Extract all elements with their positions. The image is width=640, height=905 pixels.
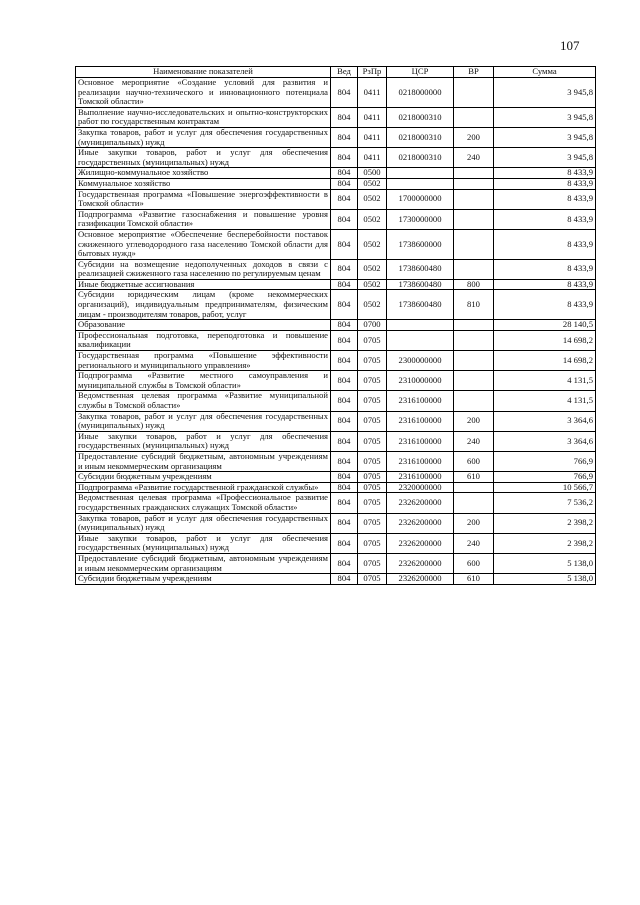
cell-vr: 200 <box>454 411 494 431</box>
table-row <box>76 351 596 371</box>
cell-vr <box>454 493 494 513</box>
cell-csr: 2316100000 <box>387 431 454 451</box>
cell-vr: 240 <box>454 533 494 553</box>
cell-sum: 8 433,9 <box>494 279 596 290</box>
cell-rzpr: 0411 <box>358 127 387 147</box>
header-csr: ЦСР <box>387 67 454 78</box>
cell-vr: 200 <box>454 513 494 533</box>
cell-csr: 1738600480 <box>387 290 454 320</box>
cell-sum: 766,9 <box>494 472 596 483</box>
cell-name: Иные закупки товаров, работ и услуг для обеспечения государственных (муниципальных) нужд <box>76 533 331 553</box>
cell-ved: 804 <box>331 290 358 320</box>
cell-csr: 1700000000 <box>387 189 454 209</box>
cell-sum: 14 698,2 <box>494 351 596 371</box>
table-row <box>76 178 596 189</box>
table-row <box>76 472 596 483</box>
cell-rzpr: 0705 <box>358 451 387 471</box>
cell-csr: 2316100000 <box>387 391 454 411</box>
cell-rzpr: 0705 <box>358 482 387 493</box>
table-row <box>76 451 596 471</box>
cell-name: Иные закупки товаров, работ и услуг для обеспечения государственных (муниципальных) нужд <box>76 148 331 168</box>
cell-name: Подпрограмма «Развитие государственной гражданской службы» <box>76 482 331 493</box>
cell-sum: 3 945,8 <box>494 127 596 147</box>
cell-rzpr: 0705 <box>358 391 387 411</box>
cell-rzpr: 0705 <box>358 574 387 585</box>
cell-sum: 2 398,2 <box>494 533 596 553</box>
cell-csr: 2316100000 <box>387 411 454 431</box>
cell-ved: 804 <box>331 472 358 483</box>
header-ved: Вед <box>331 67 358 78</box>
cell-rzpr: 0705 <box>358 493 387 513</box>
table-row <box>76 78 596 108</box>
header-vr: ВР <box>454 67 494 78</box>
cell-ved: 804 <box>331 189 358 209</box>
table-row <box>76 320 596 331</box>
cell-name: Подпрограмма «Развитие местного самоуправления и муниципальной службы в Томской области» <box>76 371 331 391</box>
cell-vr <box>454 371 494 391</box>
cell-vr <box>454 482 494 493</box>
cell-vr <box>454 330 494 350</box>
cell-sum: 5 138,0 <box>494 553 596 573</box>
cell-vr <box>454 320 494 331</box>
cell-sum: 7 536,2 <box>494 493 596 513</box>
table-row <box>76 107 596 127</box>
table-row <box>76 330 596 350</box>
cell-csr: 1738600000 <box>387 229 454 259</box>
cell-vr: 800 <box>454 279 494 290</box>
cell-name: Подпрограмма «Развитие газоснабжения и повышение уровня газификации Томской области» <box>76 209 331 229</box>
cell-rzpr: 0502 <box>358 259 387 279</box>
cell-vr: 610 <box>454 472 494 483</box>
cell-sum: 8 433,9 <box>494 189 596 209</box>
cell-ved: 804 <box>331 78 358 108</box>
cell-ved: 804 <box>331 533 358 553</box>
cell-name: Ведомственная целевая программа «Развитие муниципальной службы в Томской области» <box>76 391 331 411</box>
cell-csr: 2326200000 <box>387 533 454 553</box>
table-row <box>76 513 596 533</box>
cell-vr <box>454 107 494 127</box>
cell-vr <box>454 78 494 108</box>
cell-csr: 2316100000 <box>387 472 454 483</box>
cell-csr <box>387 168 454 179</box>
cell-sum: 3 945,8 <box>494 107 596 127</box>
cell-name: Ведомственная целевая программа «Профессиональное развитие государственных гражданских служащих Томской области» <box>76 493 331 513</box>
cell-name: Субсидии юридическим лицам (кроме некоммерческих организаций), индивидуальным предпринимателям, физическим лицам - производителям товаров, работ, услуг <box>76 290 331 320</box>
cell-csr: 2300000000 <box>387 351 454 371</box>
cell-csr: 2310000000 <box>387 371 454 391</box>
cell-ved: 804 <box>331 553 358 573</box>
cell-ved: 804 <box>331 330 358 350</box>
cell-name: Субсидии на возмещение недополученных доходов в связи с реализацией сжиженного газа населению по регулируемым ценам <box>76 259 331 279</box>
cell-sum: 8 433,9 <box>494 209 596 229</box>
cell-vr <box>454 351 494 371</box>
table-row <box>76 259 596 279</box>
cell-sum: 28 140,5 <box>494 320 596 331</box>
cell-rzpr: 0705 <box>358 371 387 391</box>
cell-rzpr: 0502 <box>358 178 387 189</box>
cell-csr: 2326200000 <box>387 513 454 533</box>
table-row <box>76 148 596 168</box>
cell-sum: 2 398,2 <box>494 513 596 533</box>
cell-rzpr: 0705 <box>358 330 387 350</box>
table-row <box>76 127 596 147</box>
page-number: 107 <box>560 38 580 53</box>
cell-name: Государственная программа «Повышение эффективности регионального и муниципального управления» <box>76 351 331 371</box>
cell-ved: 804 <box>331 513 358 533</box>
cell-name: Предоставление субсидий бюджетным, автономным учреждениям и иным некоммерческим организациям <box>76 553 331 573</box>
cell-sum: 8 433,9 <box>494 168 596 179</box>
cell-rzpr: 0700 <box>358 320 387 331</box>
cell-name: Субсидии бюджетным учреждениям <box>76 574 331 585</box>
cell-csr: 2326200000 <box>387 553 454 573</box>
cell-ved: 804 <box>331 351 358 371</box>
cell-ved: 804 <box>331 168 358 179</box>
cell-ved: 804 <box>331 371 358 391</box>
cell-csr: 2326200000 <box>387 493 454 513</box>
table-row <box>76 574 596 585</box>
budget-table <box>75 66 596 585</box>
cell-csr: 0218000310 <box>387 148 454 168</box>
cell-ved: 804 <box>331 451 358 471</box>
cell-rzpr: 0705 <box>358 431 387 451</box>
cell-rzpr: 0411 <box>358 148 387 168</box>
table-row <box>76 168 596 179</box>
cell-vr <box>454 178 494 189</box>
table-row <box>76 553 596 573</box>
cell-sum: 14 698,2 <box>494 330 596 350</box>
cell-sum: 3 364,6 <box>494 411 596 431</box>
header-name: Наименование показателей <box>76 67 331 78</box>
cell-csr <box>387 320 454 331</box>
header-sum: Сумма <box>494 67 596 78</box>
cell-ved: 804 <box>331 574 358 585</box>
cell-vr <box>454 168 494 179</box>
table-row <box>76 391 596 411</box>
cell-sum: 3 945,8 <box>494 78 596 108</box>
cell-ved: 804 <box>331 148 358 168</box>
cell-ved: 804 <box>331 279 358 290</box>
table-row <box>76 431 596 451</box>
cell-rzpr: 0705 <box>358 533 387 553</box>
table-header-row <box>76 67 596 78</box>
header-rzpr: РзПр <box>358 67 387 78</box>
cell-ved: 804 <box>331 320 358 331</box>
cell-name: Государственная программа «Повышение энергоэффективности в Томской области» <box>76 189 331 209</box>
cell-vr <box>454 209 494 229</box>
cell-name: Образование <box>76 320 331 331</box>
cell-vr: 240 <box>454 148 494 168</box>
cell-vr <box>454 391 494 411</box>
cell-csr <box>387 178 454 189</box>
cell-rzpr: 0705 <box>358 513 387 533</box>
cell-name: Иные закупки товаров, работ и услуг для обеспечения государственных (муниципальных) нужд <box>76 431 331 451</box>
cell-vr: 600 <box>454 451 494 471</box>
cell-rzpr: 0705 <box>358 553 387 573</box>
cell-ved: 804 <box>331 493 358 513</box>
cell-rzpr: 0502 <box>358 209 387 229</box>
cell-sum: 4 131,5 <box>494 371 596 391</box>
cell-rzpr: 0411 <box>358 78 387 108</box>
cell-sum: 8 433,9 <box>494 229 596 259</box>
cell-name: Предоставление субсидий бюджетным, автономным учреждениям и иным некоммерческим организациям <box>76 451 331 471</box>
cell-ved: 804 <box>331 482 358 493</box>
cell-sum: 10 566,7 <box>494 482 596 493</box>
table-row <box>76 533 596 553</box>
cell-csr: 1730000000 <box>387 209 454 229</box>
cell-rzpr: 0502 <box>358 290 387 320</box>
cell-rzpr: 0500 <box>358 168 387 179</box>
cell-rzpr: 0705 <box>358 351 387 371</box>
cell-ved: 804 <box>331 209 358 229</box>
cell-name: Основное мероприятие «Создание условий для развития и реализации научно-технического и инновационного потенциала Томской области» <box>76 78 331 108</box>
cell-vr <box>454 259 494 279</box>
cell-sum: 8 433,9 <box>494 290 596 320</box>
cell-vr: 810 <box>454 290 494 320</box>
cell-vr: 240 <box>454 431 494 451</box>
table-row <box>76 482 596 493</box>
table-row <box>76 209 596 229</box>
cell-sum: 8 433,9 <box>494 178 596 189</box>
cell-ved: 804 <box>331 259 358 279</box>
cell-name: Иные бюджетные ассигнования <box>76 279 331 290</box>
cell-csr: 1738600480 <box>387 279 454 290</box>
cell-rzpr: 0705 <box>358 472 387 483</box>
cell-rzpr: 0502 <box>358 279 387 290</box>
cell-ved: 804 <box>331 411 358 431</box>
table-row <box>76 371 596 391</box>
cell-sum: 766,9 <box>494 451 596 471</box>
cell-csr: 2326200000 <box>387 574 454 585</box>
cell-ved: 804 <box>331 107 358 127</box>
cell-ved: 804 <box>331 431 358 451</box>
table-row <box>76 229 596 259</box>
cell-name: Субсидии бюджетным учреждениям <box>76 472 331 483</box>
cell-name: Выполнение научно-исследовательских и опытно-конструкторских работ по государственным контрактам <box>76 107 331 127</box>
cell-name: Закупка товаров, работ и услуг для обеспечения государственных (муниципальных) нужд <box>76 513 331 533</box>
table-row <box>76 493 596 513</box>
cell-csr <box>387 330 454 350</box>
table-row <box>76 189 596 209</box>
table-row <box>76 279 596 290</box>
cell-name: Закупка товаров, работ и услуг для обеспечения государственных (муниципальных) нужд <box>76 411 331 431</box>
cell-csr: 1738600480 <box>387 259 454 279</box>
cell-sum: 5 138,0 <box>494 574 596 585</box>
table-row <box>76 411 596 431</box>
cell-csr: 0218000310 <box>387 127 454 147</box>
cell-sum: 8 433,9 <box>494 259 596 279</box>
cell-ved: 804 <box>331 178 358 189</box>
cell-rzpr: 0705 <box>358 411 387 431</box>
cell-csr: 2316100000 <box>387 451 454 471</box>
table-body <box>76 78 596 585</box>
cell-csr: 0218000310 <box>387 107 454 127</box>
cell-ved: 804 <box>331 127 358 147</box>
cell-vr <box>454 189 494 209</box>
cell-rzpr: 0502 <box>358 229 387 259</box>
cell-rzpr: 0411 <box>358 107 387 127</box>
cell-csr: 0218000000 <box>387 78 454 108</box>
cell-csr: 2320000000 <box>387 482 454 493</box>
cell-vr: 610 <box>454 574 494 585</box>
cell-name: Профессиональная подготовка, переподготовка и повышение квалификации <box>76 330 331 350</box>
cell-ved: 804 <box>331 391 358 411</box>
cell-name: Коммунальное хозяйство <box>76 178 331 189</box>
table-row <box>76 290 596 320</box>
cell-vr <box>454 229 494 259</box>
cell-name: Основное мероприятие «Обеспечение бесперебойности поставок сжиженного углеводородного газа населению Томской области для бытовых нужд» <box>76 229 331 259</box>
cell-vr: 200 <box>454 127 494 147</box>
cell-rzpr: 0502 <box>358 189 387 209</box>
cell-sum: 3 945,8 <box>494 148 596 168</box>
cell-name: Закупка товаров, работ и услуг для обеспечения государственных (муниципальных) нужд <box>76 127 331 147</box>
cell-sum: 3 364,6 <box>494 431 596 451</box>
cell-sum: 4 131,5 <box>494 391 596 411</box>
cell-ved: 804 <box>331 229 358 259</box>
cell-vr: 600 <box>454 553 494 573</box>
cell-name: Жилищно-коммунальное хозяйство <box>76 168 331 179</box>
